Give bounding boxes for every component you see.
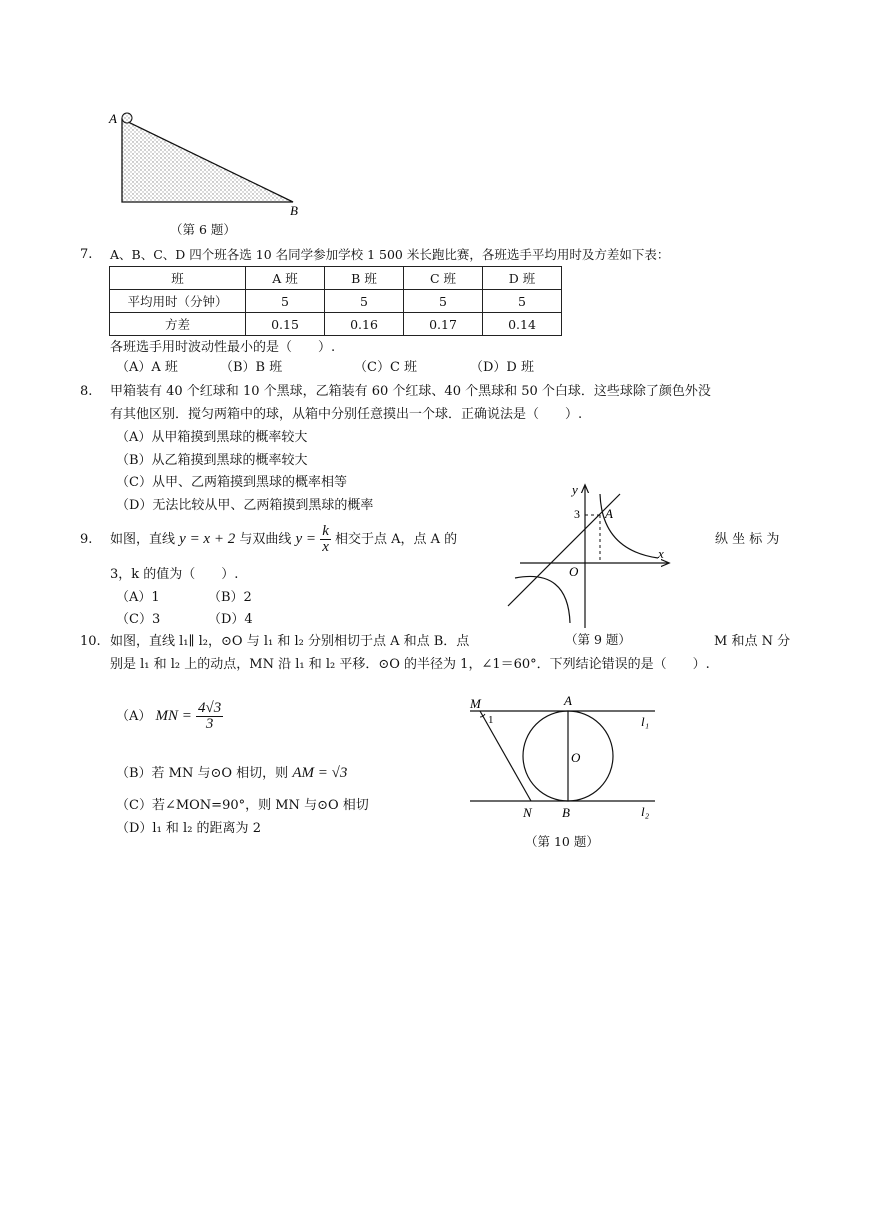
q7-option-b: （B）B 班 bbox=[220, 360, 283, 375]
fig10-caption: （第 10 题） bbox=[525, 834, 599, 849]
q9-stem bbox=[110, 521, 457, 558]
fig10-label-l2: l₂ bbox=[641, 804, 650, 819]
fig9-hyperbola-branch-2 bbox=[515, 576, 570, 623]
q8-line1: 甲箱装有 40 个红球和 10 个黑球，乙箱装有 60 个红球、40 个黑球和 50 个白球．这些球除了颜色外没 bbox=[110, 384, 711, 399]
q10-line1b: M 和点 N 分 bbox=[714, 634, 791, 649]
q10-option-a-lhs: MN = bbox=[155, 708, 192, 724]
fig9-label-3: 3 bbox=[574, 507, 580, 521]
q10-option-a bbox=[116, 694, 223, 739]
q7-option-c: （C）C 班 bbox=[354, 360, 418, 375]
fig9-label-y: y bbox=[572, 482, 578, 497]
fig6-label-a: A bbox=[109, 111, 117, 126]
q7-option-a: （A）A 班 bbox=[116, 360, 178, 375]
q9-hyperbola-lhs: y = bbox=[295, 531, 317, 547]
table-header-cell: B 班 bbox=[325, 267, 404, 290]
q10-option-a-fraction bbox=[196, 701, 223, 732]
q9-line-equation: y = x + 2 bbox=[179, 531, 236, 547]
fraction-numerator: 4√3 bbox=[198, 700, 222, 716]
q10-number: 10. bbox=[80, 634, 101, 649]
fig10-label-1: 1 bbox=[488, 714, 494, 726]
q10-option-b bbox=[116, 764, 347, 783]
q10-option-d: （D）l₁ 和 l₂ 的距离为 2 bbox=[116, 821, 261, 836]
table-row bbox=[110, 290, 562, 313]
q9-number: 9. bbox=[80, 532, 93, 547]
q9-text-3: 相交于点 A，点 A 的 bbox=[335, 532, 458, 547]
q7-question: 各班选手用时波动性最小的是（ ）. bbox=[110, 340, 336, 355]
fig6-triangle bbox=[122, 119, 293, 202]
q8-option-d: （D）无法比较从甲、乙两箱摸到黑球的概率 bbox=[116, 498, 374, 513]
table-cell: 平均用时（分钟） bbox=[110, 290, 246, 313]
figure-10 bbox=[465, 690, 665, 825]
fig10-label-m: M bbox=[470, 696, 481, 711]
q9-text-4: 纵 坐 标 为 bbox=[715, 532, 780, 547]
q7-table bbox=[109, 266, 562, 336]
figure-6 bbox=[100, 105, 320, 230]
fig10-label-n: N bbox=[523, 805, 532, 820]
fig10-label-b: B bbox=[562, 805, 570, 820]
q9-option-b: （B）2 bbox=[208, 590, 252, 605]
q10-line1a: 如图，直线 l₁∥ l₂，⊙O 与 l₁ 和 l₂ 分别相切于点 A 和点 B．点 bbox=[110, 634, 470, 649]
table-header-cell: 班 bbox=[110, 267, 246, 290]
q10-option-b-text: （B）若 MN 与⊙O 相切，则 bbox=[116, 766, 289, 781]
fig10-label-a: A bbox=[564, 693, 572, 708]
q9-text-2: 与双曲线 bbox=[239, 532, 292, 547]
fraction-numerator: k bbox=[322, 523, 329, 539]
table-cell: 5 bbox=[246, 290, 325, 313]
fig9-label-o: O bbox=[569, 564, 579, 579]
fig9-label-a: A bbox=[605, 506, 613, 521]
q9-option-c: （C）3 bbox=[116, 612, 161, 627]
table-header-cell: A 班 bbox=[246, 267, 325, 290]
fig9-caption: （第 9 题） bbox=[565, 632, 631, 647]
fraction-denominator: x bbox=[322, 539, 329, 555]
q7-number: 7. bbox=[80, 247, 93, 262]
figure-9 bbox=[500, 478, 680, 638]
table-cell: 0.17 bbox=[404, 313, 483, 336]
q10-option-a-label: （A） bbox=[116, 709, 152, 724]
q9-option-a: （A）1 bbox=[116, 590, 160, 605]
fig9-label-x: x bbox=[658, 546, 664, 561]
q8-option-b: （B）从乙箱摸到黑球的概率较大 bbox=[116, 453, 308, 468]
fig6-ball-icon bbox=[122, 113, 132, 123]
q9-hyperbola-fraction bbox=[320, 524, 331, 555]
table-cell: 5 bbox=[483, 290, 562, 313]
table-cell: 5 bbox=[404, 290, 483, 313]
q8-option-a: （A）从甲箱摸到黑球的概率较大 bbox=[116, 430, 308, 445]
fig9-line bbox=[508, 494, 620, 606]
table-cell: 0.14 bbox=[483, 313, 562, 336]
table-cell: 5 bbox=[325, 290, 404, 313]
table-cell: 0.16 bbox=[325, 313, 404, 336]
fig10-label-l1: l₁ bbox=[641, 714, 650, 729]
table-header-cell: D 班 bbox=[483, 267, 562, 290]
q7-stem: A、B、C、D 四个班各选 10 名同学参加学校 1 500 米长跑比赛，各班选手平均用时及方差如下表： bbox=[110, 247, 670, 262]
q9-line2: 3，k 的值为（ ）. bbox=[110, 567, 239, 582]
fig10-label-o: O bbox=[571, 750, 581, 765]
table-cell: 0.15 bbox=[246, 313, 325, 336]
q7-option-d: （D）D 班 bbox=[470, 360, 534, 375]
q8-option-c: （C）从甲、乙两箱摸到黑球的概率相等 bbox=[116, 475, 347, 490]
table-row bbox=[110, 313, 562, 336]
q9-text-1: 如图，直线 bbox=[110, 532, 176, 547]
q10-line2: 别是 l₁ 和 l₂ 上的动点，MN 沿 l₁ 和 l₂ 平移．⊙O 的半径为 1，∠1＝60°．下列结论错误的是（ ）. bbox=[110, 657, 710, 672]
q10-option-c: （C）若∠MON=90°，则 MN 与⊙O 相切 bbox=[116, 798, 369, 813]
q8-number: 8. bbox=[80, 384, 93, 399]
table-header-cell: C 班 bbox=[404, 267, 483, 290]
fig6-caption: （第 6 题） bbox=[170, 222, 236, 237]
q10-option-b-math: AM = √3 bbox=[292, 765, 348, 781]
fig6-label-b: B bbox=[290, 203, 298, 218]
table-row bbox=[110, 267, 562, 290]
fig9-hyperbola-branch-1 bbox=[600, 494, 658, 558]
fraction-denominator: 3 bbox=[205, 716, 214, 732]
q9-option-d: （D）4 bbox=[208, 612, 253, 627]
q8-line2: 有其他区别．搅匀两箱中的球，从箱中分别任意摸出一个球．正确说法是（ ）. bbox=[110, 407, 583, 422]
table-cell: 方差 bbox=[110, 313, 246, 336]
